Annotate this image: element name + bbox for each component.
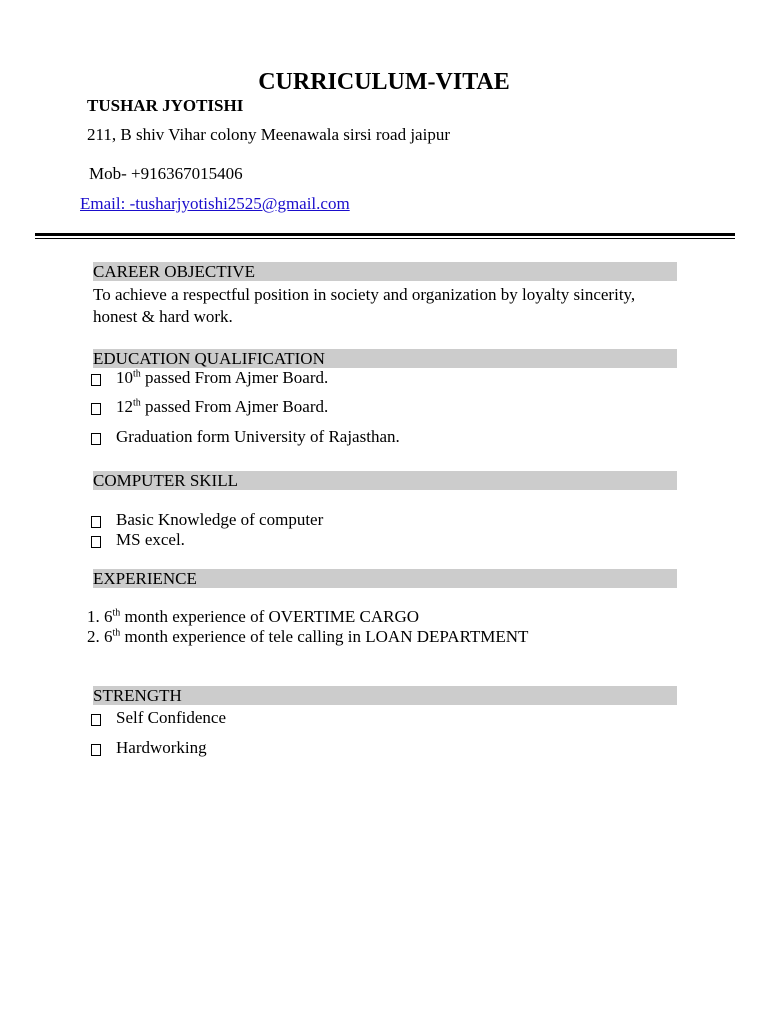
address: 211, B shiv Vihar colony Meenawala sirsi road jaipur: [87, 125, 450, 144]
education-item: 12th passed From Ajmer Board.: [116, 397, 329, 416]
skill-item: MS excel.: [116, 530, 185, 549]
bullet-icon: [91, 433, 101, 445]
skill-item: Basic Knowledge of computer: [116, 510, 324, 529]
bullet-icon: [91, 403, 101, 415]
bullet-icon: [91, 516, 101, 528]
strength-item: Self Confidence: [116, 708, 226, 727]
experience-item: 1. 6th month experience of OVERTIME CARGO: [87, 607, 420, 626]
strength-item: Hardworking: [116, 738, 207, 757]
header-divider-thin: [35, 238, 735, 239]
bullet-icon: [91, 714, 101, 726]
bullet-icon: [91, 744, 101, 756]
bullet-icon: [91, 374, 101, 386]
strength-heading: STRENGTH: [93, 686, 182, 705]
mobile-number: Mob- +916367015406: [89, 164, 243, 183]
education-item: 10th passed From Ajmer Board.: [116, 368, 329, 387]
experience-heading: EXPERIENCE: [93, 569, 197, 588]
candidate-name: TUSHAR JYOTISHI: [87, 96, 244, 115]
header-divider: [35, 233, 735, 236]
career-objective-heading: CAREER OBJECTIVE: [93, 262, 255, 281]
computer-skill-heading: COMPUTER SKILL: [93, 471, 238, 490]
experience-item: 2. 6th month experience of tele calling in LOAN DEPARTMENT: [87, 627, 529, 646]
bullet-icon: [91, 536, 101, 548]
document-title: CURRICULUM-VITAE: [258, 69, 510, 95]
education-item: Graduation form University of Rajasthan.: [116, 427, 400, 446]
education-heading: EDUCATION QUALIFICATION: [93, 349, 325, 368]
career-objective-text: To achieve a respectful position in society and organization by loyalty sincerity, honest & hard work.: [93, 285, 636, 326]
email-link[interactable]: Email: -tusharjyotishi2525@gmail.com: [80, 194, 350, 213]
